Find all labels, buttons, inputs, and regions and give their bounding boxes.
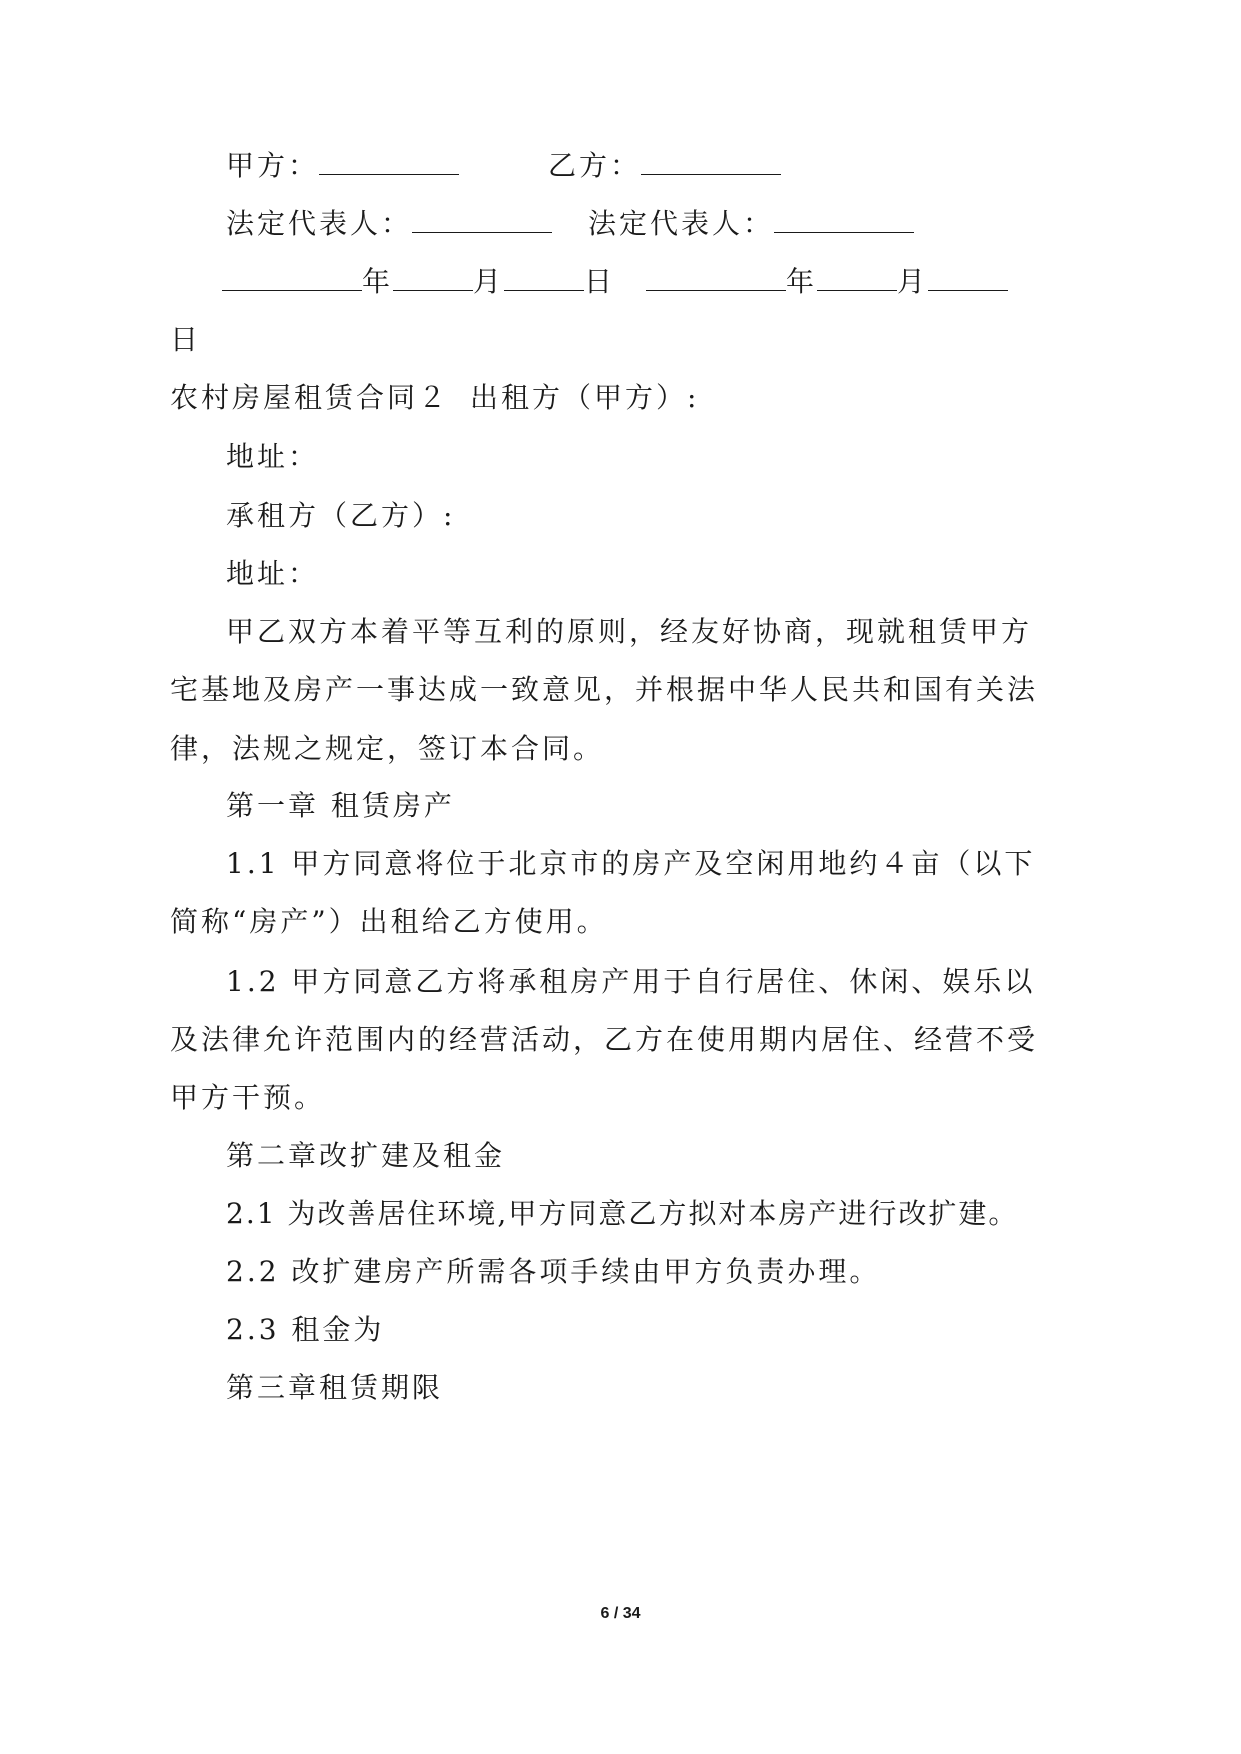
date-a-day-blank xyxy=(504,264,584,291)
party-b-blank xyxy=(641,148,781,175)
rep-a-signature xyxy=(226,204,552,244)
date-b-year-blank xyxy=(646,264,786,291)
clause-1-1-line-2: 简称“房产”）出租给乙方使用。 xyxy=(170,905,608,938)
date-b-day-label: 日 xyxy=(170,323,202,356)
date-a-month-label: 月 xyxy=(473,265,505,298)
party-b-label: 乙方： xyxy=(548,149,642,182)
date-b-day-blank xyxy=(928,264,1008,291)
date-b-month-label: 月 xyxy=(897,265,929,298)
date-a-day-label: 日 xyxy=(584,265,616,298)
date-a-year-label: 年 xyxy=(362,265,394,298)
clause-1-2-line-3: 甲方干预。 xyxy=(170,1081,326,1114)
party-a-label: 甲方： xyxy=(226,149,320,182)
lessor-address: 地址： xyxy=(226,440,320,473)
party-a-blank xyxy=(319,148,459,175)
clause-2-3: 2.3 租金为 xyxy=(226,1313,385,1346)
clause-1-2-line-2: 及法律允许范围内的经营活动，乙方在使用期内居住、经营不受 xyxy=(170,1023,1039,1056)
contract-title: 农村房屋租赁合同２ xyxy=(170,381,450,414)
clause-1-2-line-1: 1.2 甲方同意乙方将承租房产用于自行居住、休闲、娱乐以 xyxy=(226,965,1036,998)
date-b-day-wrap xyxy=(170,320,201,360)
clause-2-2: 2.2 改扩建房产所需各项手续由甲方负责办理。 xyxy=(226,1255,881,1288)
lessor-label: 出租方（甲方）: xyxy=(470,381,700,414)
page-number: 6 / 34 xyxy=(600,1605,641,1622)
intro-line-1: 甲乙双方本着平等互利的原则，经友好协商，现就租赁甲方 xyxy=(226,615,1033,648)
lessee-label: 承租方（乙方）: xyxy=(226,499,456,532)
rep-a-blank xyxy=(412,206,552,233)
date-b-year-label: 年 xyxy=(786,265,818,298)
chapter-2-title: 第二章改扩建及租金 xyxy=(226,1139,506,1172)
intro-line-3: 律，法规之规定，签订本合同。 xyxy=(170,732,605,765)
party-b-signature xyxy=(548,146,781,186)
date-a-year-blank xyxy=(222,264,362,291)
party-a-signature xyxy=(226,146,459,186)
rep-b-label: 法定代表人： xyxy=(588,207,775,240)
date-a xyxy=(222,262,615,302)
lessee-address: 地址： xyxy=(226,557,320,590)
chapter-3-title: 第三章租赁期限 xyxy=(226,1371,444,1404)
rep-a-label: 法定代表人： xyxy=(226,207,413,240)
date-b xyxy=(646,262,1008,302)
rep-b-signature xyxy=(588,204,914,244)
clause-1-1-line-1: 1.1 甲方同意将位于北京市的房产及空闲用地约４亩（以下 xyxy=(226,847,1036,880)
clause-2-1: 2.1 为改善居住环境,甲方同意乙方拟对本房产进行改扩建。 xyxy=(226,1197,1019,1230)
chapter-1-title: 第一章 租赁房产 xyxy=(226,789,455,822)
date-b-month-blank xyxy=(817,264,897,291)
rep-b-blank xyxy=(774,206,914,233)
date-a-month-blank xyxy=(393,264,473,291)
intro-line-2: 宅基地及房产一事达成一致意见，并根据中华人民共和国有关法 xyxy=(170,673,1039,706)
